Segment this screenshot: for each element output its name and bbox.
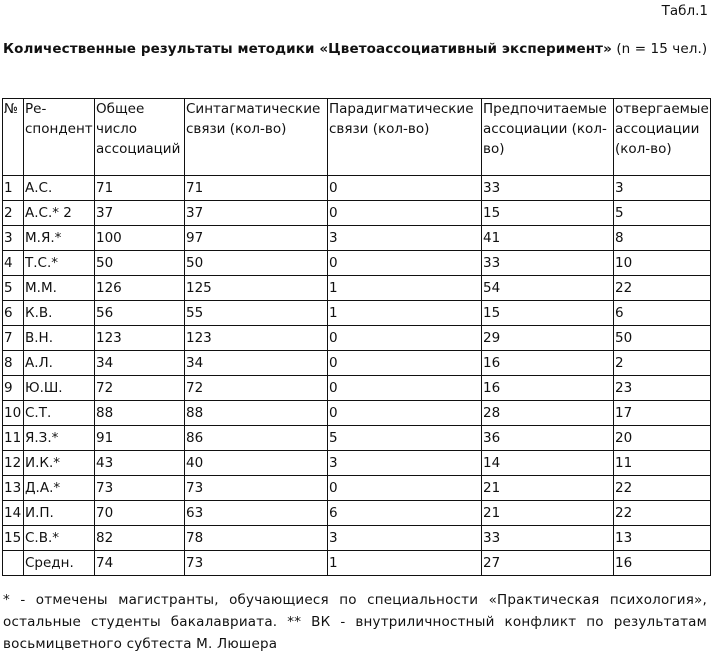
cell-rejected: 17	[614, 401, 711, 426]
cell-total-associations: 72	[95, 376, 185, 401]
table-row	[3, 226, 711, 251]
table-row	[3, 401, 711, 426]
cell-total-associations: 123	[95, 326, 185, 351]
cell-number: 14	[3, 501, 24, 526]
cell-rejected: 50	[614, 326, 711, 351]
cell-paradigmatic: 1	[328, 301, 482, 326]
cell-preferred: 33	[482, 176, 614, 201]
cell-rejected: 13	[614, 526, 711, 551]
cell-rejected: 22	[614, 276, 711, 301]
table-row	[3, 426, 711, 451]
cell-preferred: 14	[482, 451, 614, 476]
table-number-label: Табл.1	[661, 3, 708, 19]
cell-respondent: Средн.	[24, 551, 95, 576]
cell-preferred: 15	[482, 301, 614, 326]
cell-number: 5	[3, 276, 24, 301]
cell-respondent: Ю.Ш.	[24, 376, 95, 401]
cell-syntagmatic: 123	[185, 326, 328, 351]
cell-rejected: 3	[614, 176, 711, 201]
cell-paradigmatic: 0	[328, 201, 482, 226]
table-row	[3, 526, 711, 551]
cell-syntagmatic: 63	[185, 501, 328, 526]
cell-total-associations: 56	[95, 301, 185, 326]
cell-number: 9	[3, 376, 24, 401]
cell-total-associations: 70	[95, 501, 185, 526]
table-row	[3, 176, 711, 201]
cell-paradigmatic: 0	[328, 251, 482, 276]
cell-respondent: И.К.*	[24, 451, 95, 476]
cell-rejected: 20	[614, 426, 711, 451]
table-row	[3, 476, 711, 501]
cell-rejected: 16	[614, 551, 711, 576]
cell-syntagmatic: 73	[185, 551, 328, 576]
cell-number: 4	[3, 251, 24, 276]
cell-respondent: Д.А.*	[24, 476, 95, 501]
cell-paradigmatic: 0	[328, 176, 482, 201]
cell-preferred: 29	[482, 326, 614, 351]
table-row	[3, 501, 711, 526]
cell-syntagmatic: 88	[185, 401, 328, 426]
cell-rejected: 11	[614, 451, 711, 476]
cell-number: 3	[3, 226, 24, 251]
cell-respondent: Я.З.*	[24, 426, 95, 451]
cell-paradigmatic: 6	[328, 501, 482, 526]
cell-total-associations: 88	[95, 401, 185, 426]
column-header-respondent: Ре-спондент	[24, 99, 95, 176]
cell-respondent: М.Я.*	[24, 226, 95, 251]
average-row	[3, 551, 711, 576]
cell-paradigmatic: 1	[328, 551, 482, 576]
cell-rejected: 6	[614, 301, 711, 326]
cell-syntagmatic: 72	[185, 376, 328, 401]
cell-paradigmatic: 0	[328, 351, 482, 376]
column-header-syntagmatic: Синтагматические связи (кол-во)	[185, 99, 328, 176]
cell-rejected: 2	[614, 351, 711, 376]
results-table	[2, 98, 711, 576]
cell-number: 11	[3, 426, 24, 451]
title-bold-text: Количественные результаты методики «Цветоассоциативный эксперимент»	[3, 41, 612, 57]
cell-total-associations: 37	[95, 201, 185, 226]
cell-total-associations: 82	[95, 526, 185, 551]
table-row	[3, 326, 711, 351]
cell-paradigmatic: 0	[328, 326, 482, 351]
cell-rejected: 5	[614, 201, 711, 226]
cell-total-associations: 71	[95, 176, 185, 201]
cell-syntagmatic: 55	[185, 301, 328, 326]
cell-respondent: М.М.	[24, 276, 95, 301]
cell-syntagmatic: 86	[185, 426, 328, 451]
table-row	[3, 251, 711, 276]
cell-preferred: 36	[482, 426, 614, 451]
cell-paradigmatic: 3	[328, 226, 482, 251]
cell-rejected: 22	[614, 476, 711, 501]
table-row	[3, 351, 711, 376]
cell-syntagmatic: 37	[185, 201, 328, 226]
column-header-preferred: Предпочитаемые ассоциации (кол-во)	[482, 99, 614, 176]
title-sample-size: (n = 15 чел.)	[611, 41, 708, 57]
cell-rejected: 10	[614, 251, 711, 276]
table-body	[3, 176, 711, 576]
cell-respondent: С.В.*	[24, 526, 95, 551]
table-row	[3, 301, 711, 326]
cell-number: 15	[3, 526, 24, 551]
cell-paradigmatic: 0	[328, 376, 482, 401]
cell-number	[3, 551, 24, 576]
cell-syntagmatic: 40	[185, 451, 328, 476]
cell-number: 6	[3, 301, 24, 326]
column-header-paradigmatic: Парадигматические связи (кол-во)	[328, 99, 482, 176]
cell-total-associations: 34	[95, 351, 185, 376]
cell-paradigmatic: 3	[328, 526, 482, 551]
cell-syntagmatic: 34	[185, 351, 328, 376]
cell-preferred: 21	[482, 501, 614, 526]
cell-preferred: 16	[482, 351, 614, 376]
cell-number: 2	[3, 201, 24, 226]
cell-preferred: 21	[482, 476, 614, 501]
cell-total-associations: 126	[95, 276, 185, 301]
cell-syntagmatic: 50	[185, 251, 328, 276]
cell-number: 13	[3, 476, 24, 501]
cell-syntagmatic: 125	[185, 276, 328, 301]
cell-number: 12	[3, 451, 24, 476]
cell-total-associations: 100	[95, 226, 185, 251]
cell-preferred: 16	[482, 376, 614, 401]
table-row	[3, 201, 711, 226]
cell-respondent: Т.С.*	[24, 251, 95, 276]
cell-respondent: И.П.	[24, 501, 95, 526]
cell-syntagmatic: 78	[185, 526, 328, 551]
cell-respondent: А.С.	[24, 176, 95, 201]
cell-total-associations: 43	[95, 451, 185, 476]
table-header-row	[3, 99, 711, 176]
cell-syntagmatic: 73	[185, 476, 328, 501]
cell-syntagmatic: 71	[185, 176, 328, 201]
cell-syntagmatic: 97	[185, 226, 328, 251]
cell-preferred: 27	[482, 551, 614, 576]
table-row	[3, 376, 711, 401]
column-header-total-associations: Общее число ассоциаций	[95, 99, 185, 176]
cell-total-associations: 91	[95, 426, 185, 451]
cell-paradigmatic: 1	[328, 276, 482, 301]
cell-respondent: А.С.* 2	[24, 201, 95, 226]
cell-preferred: 15	[482, 201, 614, 226]
table-row	[3, 451, 711, 476]
column-header-number: №	[3, 99, 24, 176]
cell-total-associations: 73	[95, 476, 185, 501]
cell-preferred: 33	[482, 526, 614, 551]
cell-paradigmatic: 5	[328, 426, 482, 451]
cell-preferred: 28	[482, 401, 614, 426]
cell-number: 7	[3, 326, 24, 351]
cell-rejected: 23	[614, 376, 711, 401]
cell-number: 8	[3, 351, 24, 376]
cell-number: 10	[3, 401, 24, 426]
cell-rejected: 8	[614, 226, 711, 251]
table-row	[3, 276, 711, 301]
cell-respondent: С.Т.	[24, 401, 95, 426]
cell-respondent: В.Н.	[24, 326, 95, 351]
column-header-rejected: отвергаемые ассоциации (кол-во)	[614, 99, 711, 176]
cell-rejected: 22	[614, 501, 711, 526]
cell-paradigmatic: 0	[328, 401, 482, 426]
cell-preferred: 33	[482, 251, 614, 276]
cell-respondent: А.Л.	[24, 351, 95, 376]
cell-preferred: 41	[482, 226, 614, 251]
footnote: * - отмечены магистранты, обучающиеся по специальности «Практическая психология», остальные студенты бакалавриата. ** ВК - внутриличностный конфликт по результатам восьмицветного субтеста М. Люшера	[3, 592, 707, 652]
cell-preferred: 54	[482, 276, 614, 301]
cell-number: 1	[3, 176, 24, 201]
cell-total-associations: 50	[95, 251, 185, 276]
cell-respondent: К.В.	[24, 301, 95, 326]
document-title	[3, 38, 711, 60]
cell-paradigmatic: 3	[328, 451, 482, 476]
cell-total-associations: 74	[95, 551, 185, 576]
cell-paradigmatic: 0	[328, 476, 482, 501]
